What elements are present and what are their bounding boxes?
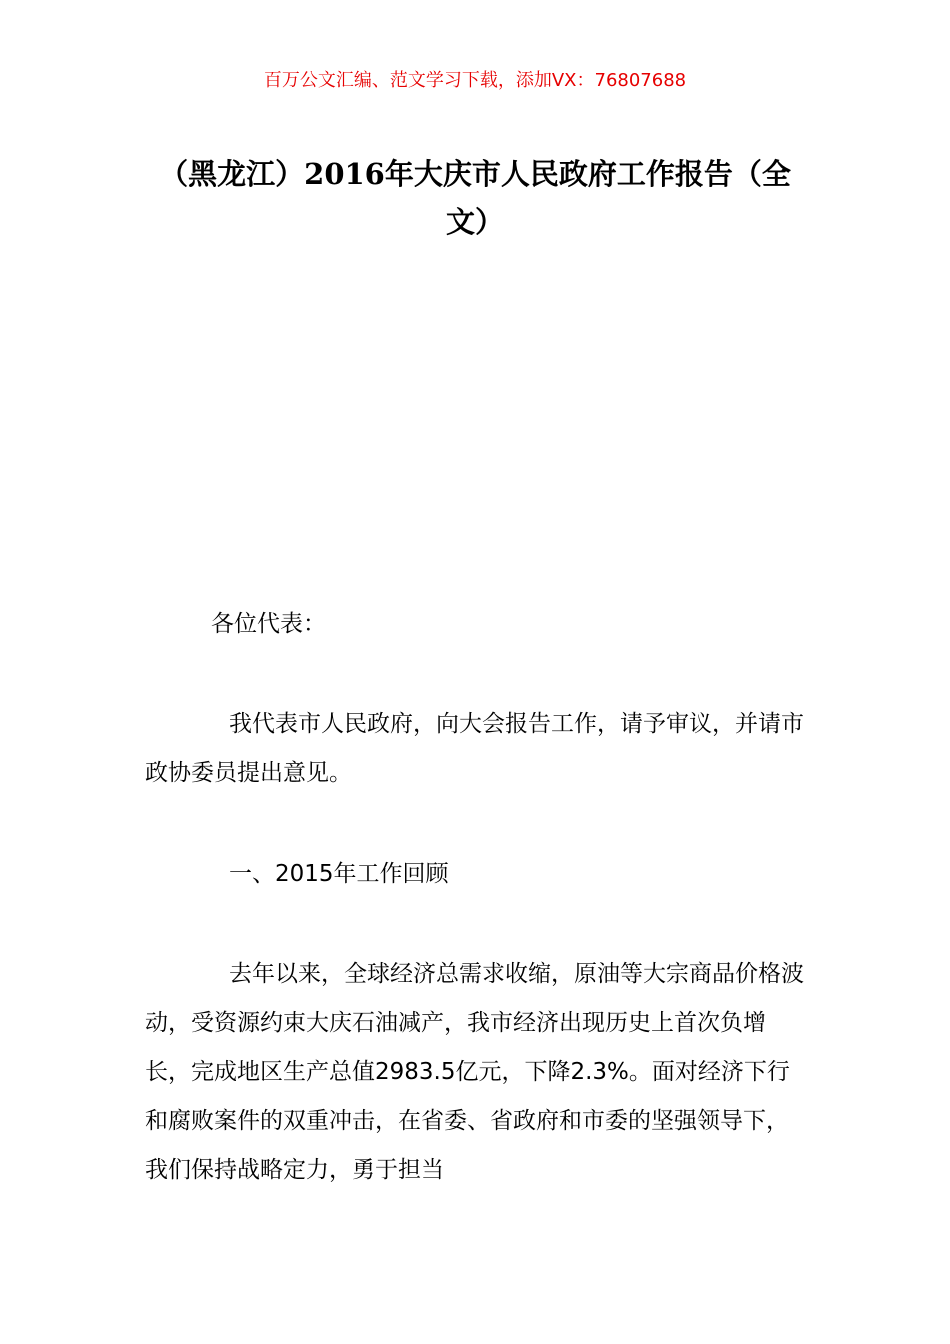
paragraph-intro: 我代表市人民政府，向大会报告工作，请予审议，并请市政协委员提出意见。 xyxy=(145,711,804,786)
header-watermark-note: 百万公文汇编、范文学习下载，添加VX：76807688 xyxy=(263,70,687,91)
document-title: （黑龙江）2016年大庆市人民政府工作报告（全文） xyxy=(159,157,791,239)
paragraph-review: 去年以来，全球经济总需求收缩，原油等大宗商品价格波动，受资源约束大庆石油减产，我市经济出现历史上首次负增长，完成地区生产总值2983.5亿元，下降2.3%。面对经济下行和腐败案件的双重冲击，在省委、省政府和市委的坚强领导下，我们保持战略定力，勇于担当 xyxy=(145,961,804,1183)
salutation: 各位代表： xyxy=(211,611,326,637)
section-heading: 一、2015年工作回顾 xyxy=(229,861,449,887)
